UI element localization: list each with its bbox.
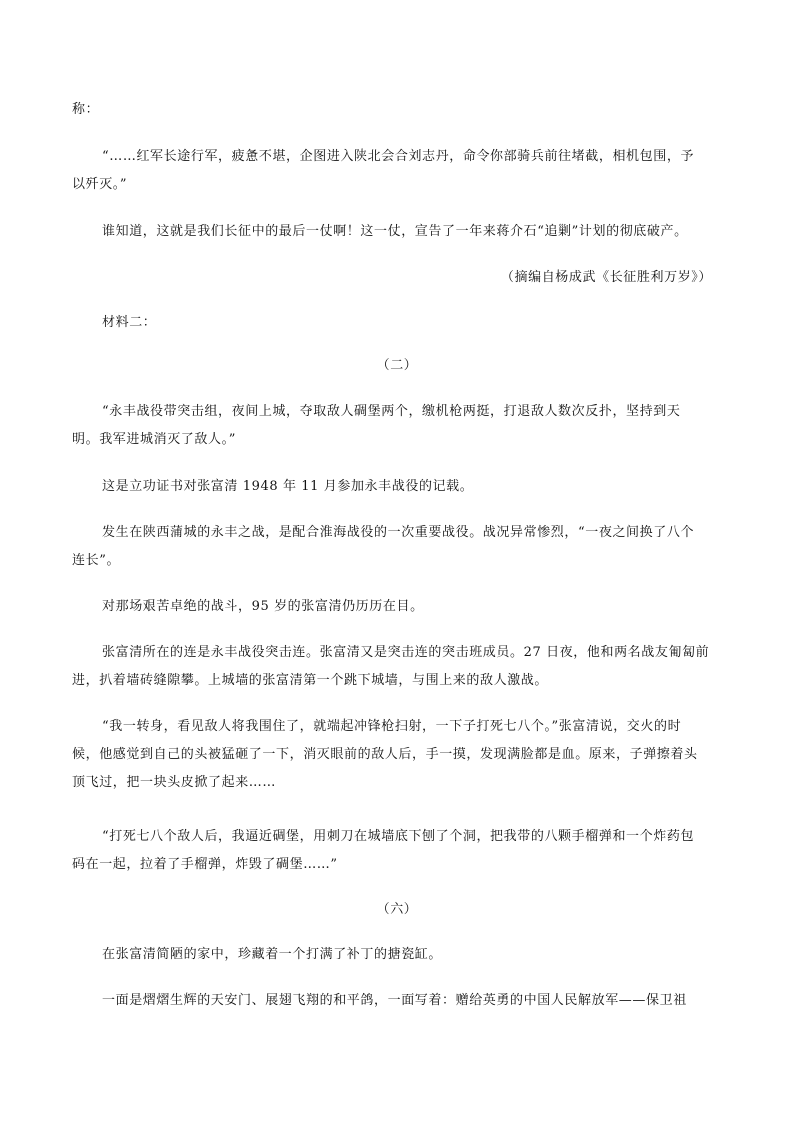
paragraph-line: 顶飞过，把一块头皮掀了起来…… bbox=[72, 775, 277, 790]
material-heading: 材料二： bbox=[102, 315, 157, 330]
paragraph-line: 称： bbox=[72, 102, 100, 117]
paragraph-line: 进，扒着墙砖缝隙攀。上城墙的张富清第一个跳下城墙，与围上来的敌人激战。 bbox=[72, 673, 549, 688]
source-citation: （摘编自杨成武《长征胜利万岁》） bbox=[500, 270, 712, 285]
paragraph-line: “永丰战役带突击组，夜间上城，夺取敌人碉堡两个，缴机枪两挺，打退敌人数次反扑，坚持到天 bbox=[102, 404, 681, 419]
paragraph-line: 发生在陕西蒲城的永丰之战，是配合淮海战役的一次重要战役。战况异常惨烈，“一夜之间换了八个 bbox=[102, 525, 695, 540]
paragraph-line: 码在一起，拉着了手榴弹，炸毁了碉堡……” bbox=[72, 857, 338, 872]
paragraph-line: 这是立功证书对张富清 1948 年 11 月参加永丰战役的记载。 bbox=[102, 479, 474, 494]
paragraph-line: 一面是熠熠生辉的天安门、展翅飞翔的和平鸽，一面写着：赠给英勇的中国人民解放军——保卫祖 bbox=[102, 993, 687, 1008]
paragraph-line: 对那场艰苦卓绝的战斗，95 岁的张富清仍历历在目。 bbox=[102, 599, 424, 614]
paragraph-line: 谁知道，这就是我们长征中的最后一仗啊！这一仗，宣告了一年来蒋介石“追剿”计划的彻底破产。 bbox=[102, 224, 688, 239]
section-number: （六） bbox=[376, 902, 418, 917]
paragraph-line: 在张富清简陋的家中，珍藏着一个打满了补丁的搪瓷缸。 bbox=[102, 947, 443, 962]
paragraph-line: “……红军长途行军，疲惫不堪，企图进入陕北会合刘志丹，命令你部骑兵前往堵截，相机包围，予 bbox=[102, 149, 695, 164]
paragraph-line: 明。我军进城消灭了敌人。” bbox=[72, 432, 236, 447]
section-number: （二） bbox=[376, 358, 418, 373]
paragraph-line: “我一转身，看见敌人将我围住了，就端起冲锋枪扫射，一下子打死七八个。”张富清说，交火的时 bbox=[102, 719, 682, 734]
paragraph-line: 张富清所在的连是永丰战役突击连。张富清又是突击连的突击班成员。27 日夜，他和两名战友匍匐前 bbox=[102, 645, 710, 660]
paragraph-line: 连长”。 bbox=[72, 553, 121, 568]
paragraph-line: “打死七八个敌人后，我逼近碉堡，用刺刀在城墙底下刨了个洞，把我带的八颗手榴弹和一个炸药包 bbox=[102, 829, 695, 844]
paragraph-line: 以歼灭。” bbox=[72, 177, 128, 192]
paragraph-line: 候，他感觉到自己的头被猛砸了一下，消灭眼前的敌人后，手一摸，发现满脸都是血。原来，子弹擦着头 bbox=[72, 747, 698, 762]
